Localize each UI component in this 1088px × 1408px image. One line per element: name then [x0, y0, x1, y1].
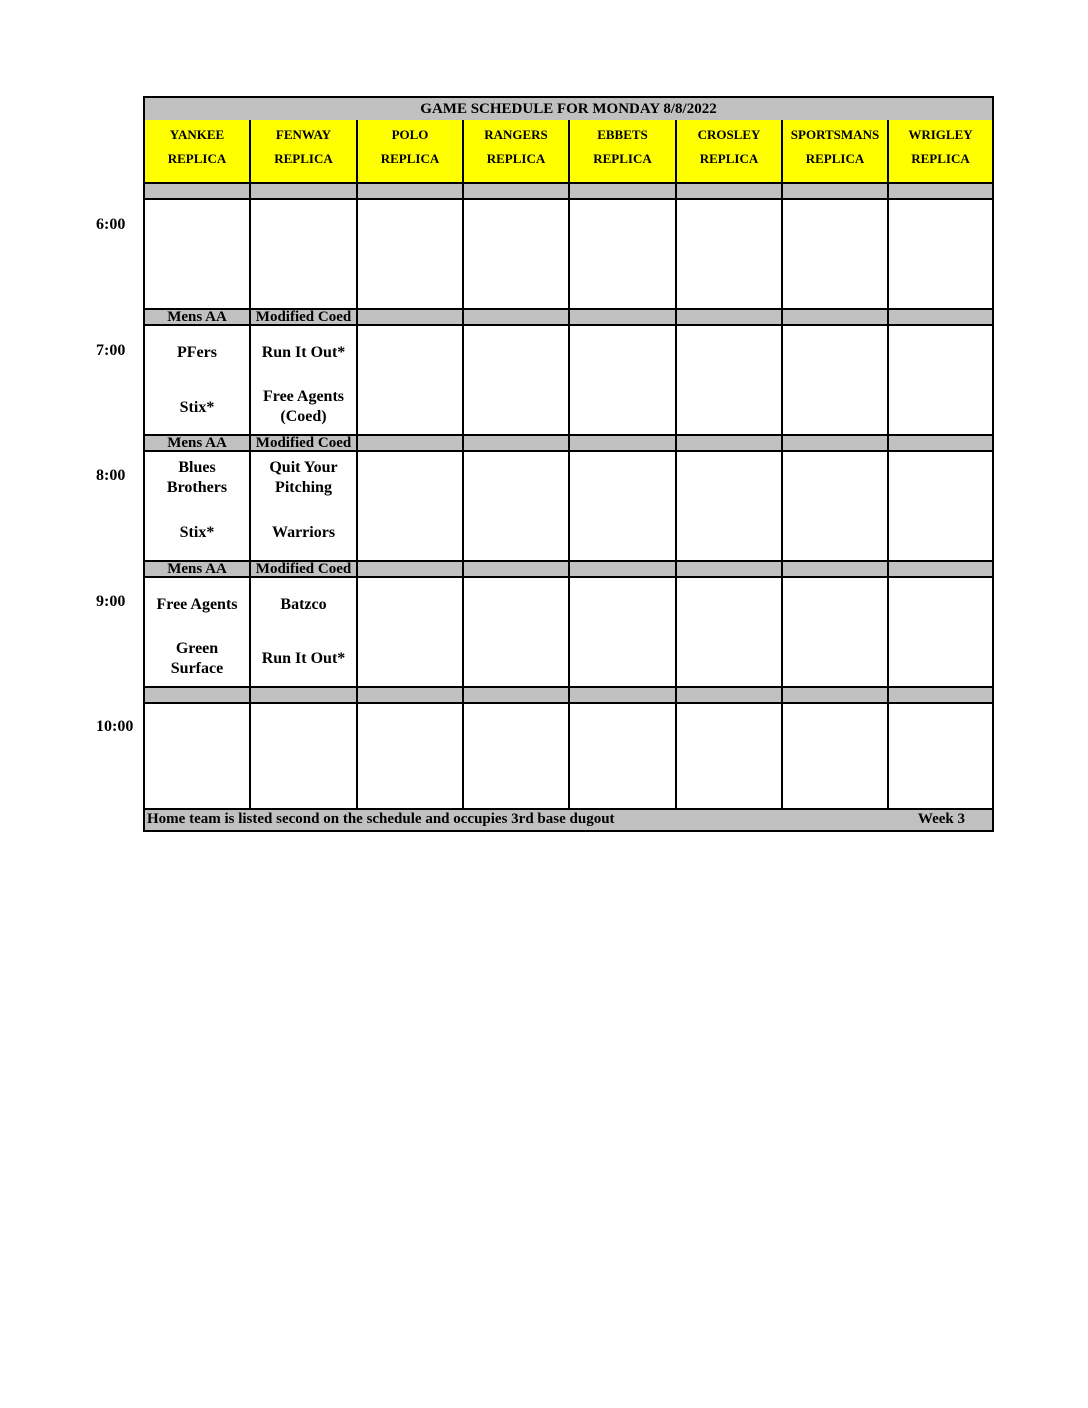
schedule-footer [145, 808, 992, 830]
week-label: Week 3 [917, 811, 965, 827]
team-name: (Coed) [280, 408, 327, 425]
division-band-7 [145, 308, 992, 326]
game-cell [145, 578, 251, 686]
time-label: 10:00 [96, 718, 134, 735]
field-header-rangers: RANGERS REPLICA [464, 120, 570, 182]
division-band-10 [145, 686, 992, 704]
team-name: Quit Your [269, 459, 338, 476]
field-header-yankee: YANKEE REPLICA [145, 120, 251, 182]
division-label: Modified Coed [251, 310, 358, 324]
game-cell [145, 452, 251, 560]
slot-6 [145, 200, 992, 308]
game-cell [251, 452, 358, 560]
field-header-sportsmans: SPORTSMANS REPLICA [783, 120, 889, 182]
team-name: Run It Out* [261, 650, 346, 667]
division-band-8 [145, 434, 992, 452]
home-team-note: Home team is listed second on the schedule and occupies 3rd base dugout [147, 811, 615, 827]
game-cell [251, 326, 358, 434]
team-name: Warriors [271, 524, 336, 541]
team-name: PFers [177, 344, 217, 361]
team-name: Stix* [179, 524, 215, 541]
team-name: Brothers [166, 479, 228, 496]
game-cell [251, 578, 358, 686]
team-name: Blues [178, 459, 216, 476]
time-label: 8:00 [96, 467, 126, 484]
team-name: Surface [170, 660, 224, 677]
slot-10 [145, 704, 992, 812]
division-label: Modified Coed [251, 562, 358, 576]
field-header-fenway: FENWAY REPLICA [251, 120, 358, 182]
team-name: Free Agents [262, 388, 344, 405]
team-name: Free Agents [156, 596, 238, 613]
schedule-title: GAME SCHEDULE FOR MONDAY 8/8/2022 [145, 98, 992, 121]
field-header-polo: POLO REPLICA [358, 120, 464, 182]
division-label: Mens AA [145, 562, 251, 576]
division-band-9 [145, 560, 992, 578]
time-label: 7:00 [96, 342, 126, 359]
slot-9 [145, 578, 992, 686]
schedule-table [143, 96, 994, 832]
division-label: Mens AA [145, 436, 251, 450]
slot-8 [145, 452, 992, 560]
game-cell [145, 326, 251, 434]
team-name: Batzco [280, 596, 327, 613]
field-header-crosley: CROSLEY REPLICA [677, 120, 783, 182]
team-name: Pitching [275, 479, 332, 496]
division-label: Mens AA [145, 310, 251, 324]
team-name: Stix* [179, 399, 215, 416]
team-name: Run It Out* [261, 344, 346, 361]
time-label: 9:00 [96, 593, 126, 610]
field-header-row [145, 120, 992, 182]
division-band-6 [145, 182, 992, 200]
division-label: Modified Coed [251, 436, 358, 450]
field-header-wrigley: WRIGLEY REPLICA [889, 120, 992, 182]
team-name: Green [175, 640, 219, 657]
slot-7 [145, 326, 992, 434]
field-header-ebbets: EBBETS REPLICA [570, 120, 677, 182]
time-label: 6:00 [96, 216, 126, 233]
